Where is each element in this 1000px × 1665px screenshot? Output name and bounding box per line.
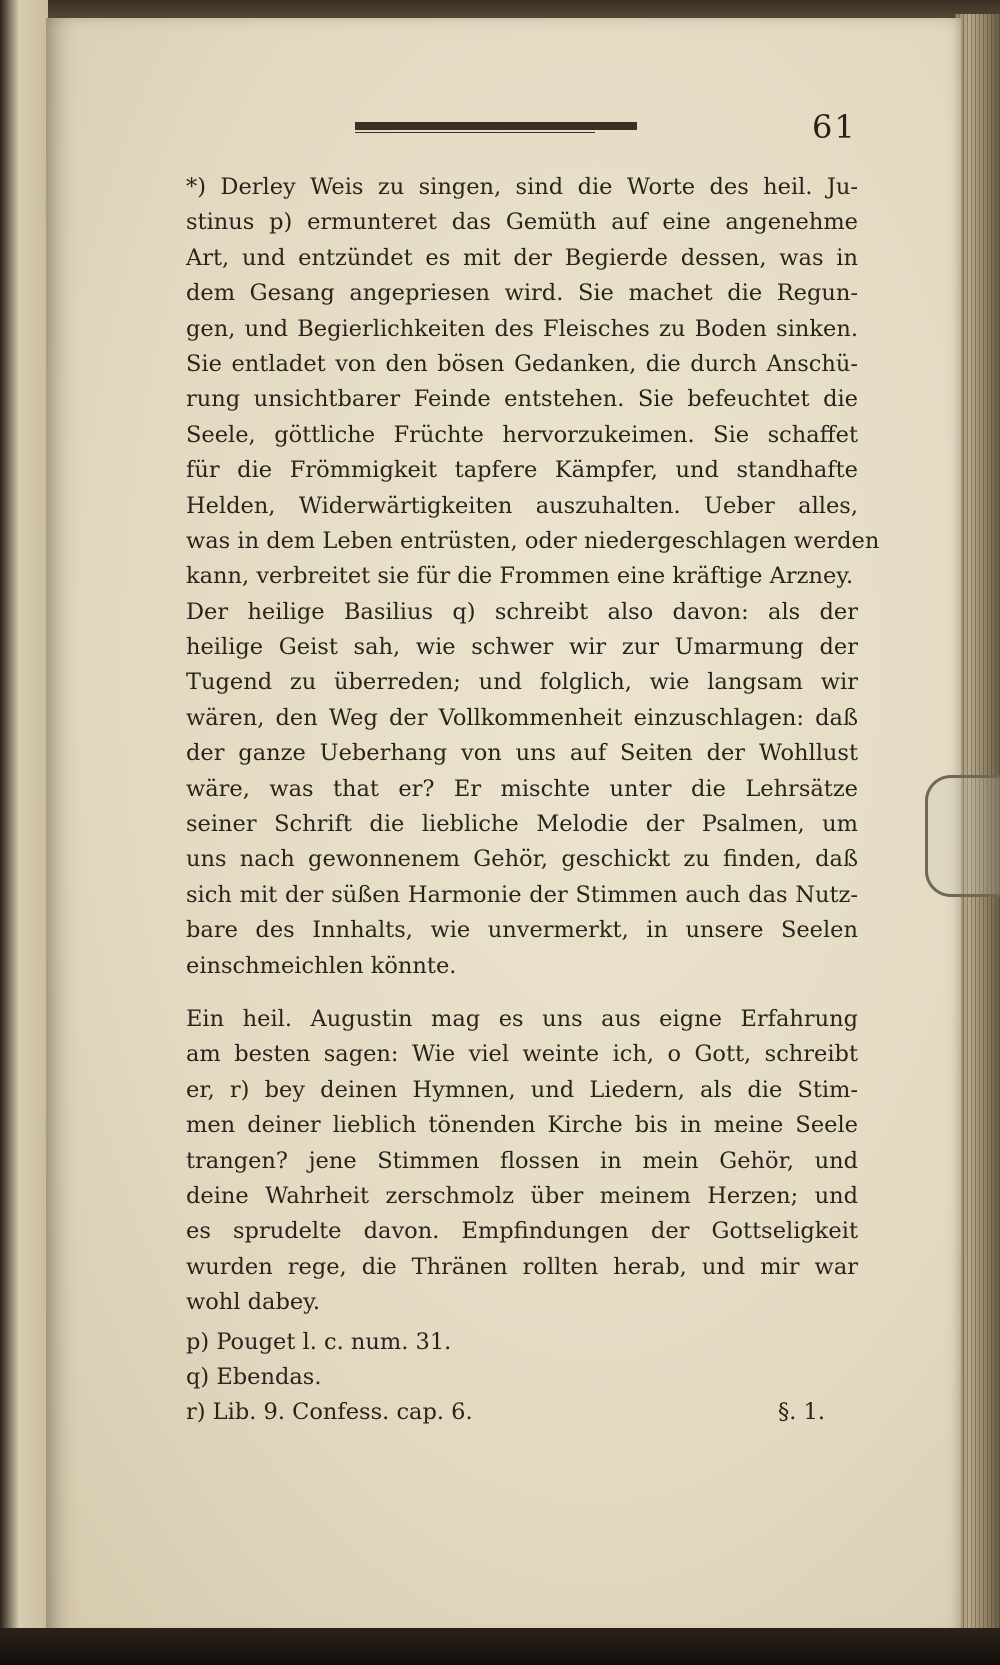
footnote-text: q) Ebendas. — [186, 1363, 322, 1390]
book-bottom-edge — [0, 1628, 1000, 1665]
text-line: Der heilige Basilius q) schreibt also davon: als der — [186, 598, 858, 625]
footnote-section-mark: §. 1. — [778, 1398, 826, 1425]
text-line: gen, und Begierlichkeiten des Fleisches zu Boden sinken. — [186, 315, 858, 342]
footnote — [186, 1360, 858, 1395]
text-line: kann, verbreitet sie für die Frommen eine kräftige Arzney. — [186, 563, 854, 590]
footnote — [186, 1395, 858, 1430]
book-binding — [0, 0, 48, 1665]
text-line: wäre, was that er? Er mischte unter die Lehrsätze — [186, 775, 858, 802]
body-text — [186, 170, 880, 1430]
text-line: heilige Geist sah, wie schwer wir zur Umarmung der — [186, 634, 858, 661]
text-line: er, r) bey deinen Hymnen, und Liedern, als die Stim- — [186, 1076, 858, 1103]
footnote-text: p) Pouget l. c. num. 31. — [186, 1328, 452, 1355]
text-line: Ein heil. Augustin mag es uns aus eigne Erfahrung — [186, 1005, 858, 1032]
header-rule — [355, 122, 637, 130]
text-line: rung unsichtbarer Feinde entstehen. Sie befeuchtet die — [186, 386, 858, 413]
footnote-text: r) Lib. 9. Confess. cap. 6. — [186, 1398, 473, 1425]
paragraph-gap — [186, 984, 858, 1002]
text-line: was in dem Leben entrüsten, oder niedergeschlagen werden — [186, 527, 880, 554]
text-line: deine Wahrheit zerschmolz über meinem Herzen; und — [186, 1182, 858, 1209]
page-clip — [925, 775, 1000, 897]
text-line: uns nach gewonnenem Gehör, geschickt zu finden, daß — [186, 846, 858, 873]
text-line: stinus p) ermunteret das Gemüth auf eine angenehme — [186, 209, 858, 236]
text-line: bare des Innhalts, wie unvermerkt, in unsere Seelen — [186, 917, 858, 944]
text-line: dem Gesang angepriesen wird. Sie machet die Regun- — [186, 280, 858, 307]
text-line: für die Frömmigkeit tapfere Kämpfer, und standhafte — [186, 457, 858, 484]
text-line: Seele, göttliche Früchte hervorzukeimen. Sie schaffet — [186, 421, 858, 448]
footnotes — [186, 1325, 858, 1430]
text-line: *) Derley Weis zu singen, sind die Worte des heil. Ju- — [186, 174, 858, 200]
text-line: men deiner lieblich tönenden Kirche bis in meine Seele — [186, 1112, 858, 1139]
text-line: Helden, Widerwärtigkeiten auszuhalten. Ueber alles, — [186, 492, 858, 519]
page-number: 61 — [812, 108, 857, 146]
text-line: der ganze Ueberhang von uns auf Seiten der Wohllust — [186, 740, 858, 767]
text-line: Tugend zu überreden; und folglich, wie langsam wir — [186, 669, 858, 696]
text-line: wohl dabey. — [186, 1289, 321, 1316]
text-line: am besten sagen: Wie viel weinte ich, o Gott, schreibt — [186, 1041, 858, 1068]
text-line: Sie entladet von den bösen Gedanken, die durch Anschü- — [186, 350, 858, 377]
footnote — [186, 1325, 858, 1360]
text-line: trangen? jene Stimmen flossen in mein Gehör, und — [186, 1147, 858, 1174]
text-line: einschmeichlen könnte. — [186, 952, 457, 979]
text-line: seiner Schrift die liebliche Melodie der Psalmen, um — [186, 811, 858, 838]
text-line: sich mit der süßen Harmonie der Stimmen auch das Nutz- — [186, 881, 858, 908]
text-line: Art, und entzündet es mit der Begierde dessen, was in — [186, 244, 858, 271]
text-line: wären, den Weg der Vollkommenheit einzuschlagen: daß — [186, 704, 858, 731]
text-line: es sprudelte davon. Empfindungen der Gottseligkeit — [186, 1218, 858, 1245]
text-line: wurden rege, die Thränen rollten herab, und mir war — [186, 1253, 858, 1280]
